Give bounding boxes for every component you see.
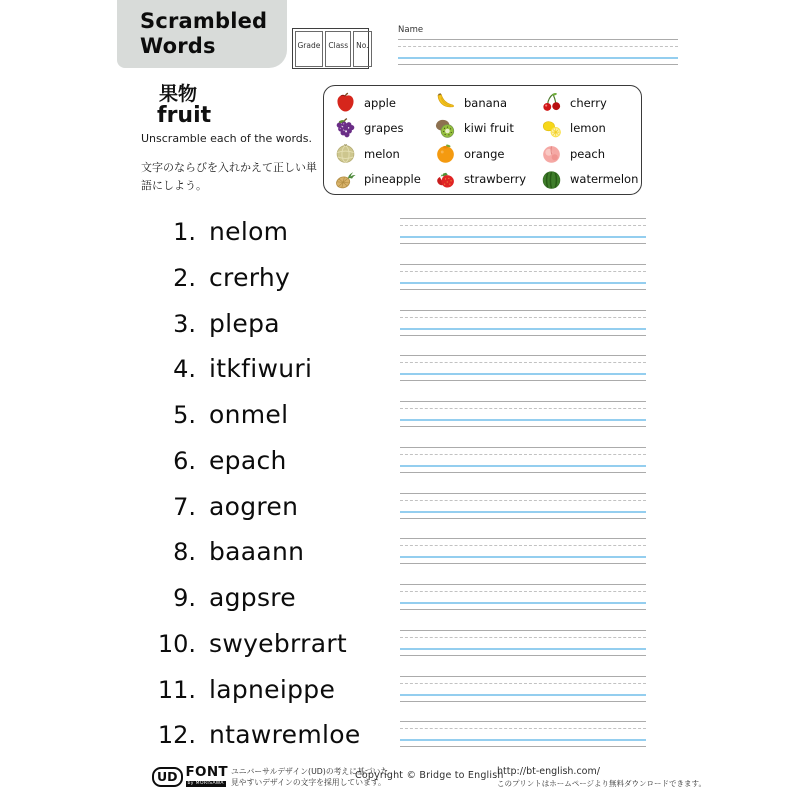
worksheet-title-line2: Words <box>140 34 216 58</box>
guide-top-line <box>400 355 646 356</box>
word-number: 3. <box>173 309 196 338</box>
scrambled-word: crerhy <box>209 263 291 292</box>
word-number: 7. <box>173 492 196 521</box>
peach-icon <box>540 142 563 165</box>
legend-item <box>334 117 434 140</box>
worksheet-title-box <box>117 0 287 68</box>
legend-item <box>540 142 641 165</box>
guide-dashed-line <box>400 362 646 363</box>
guide-baseline-blue <box>400 694 646 696</box>
name-writing-area[interactable] <box>398 39 678 66</box>
word-row <box>150 487 647 526</box>
guide-baseline-blue <box>400 373 646 375</box>
website-info <box>497 765 706 789</box>
website-url: http://bt-english.com/ <box>497 766 600 777</box>
answer-writing-area[interactable] <box>400 493 646 520</box>
class-label: Class <box>328 40 349 50</box>
guide-bottom-line <box>400 609 646 610</box>
answer-writing-area[interactable] <box>400 401 646 428</box>
guide-top-line <box>400 310 646 311</box>
guide-bottom-line <box>400 472 646 473</box>
legend-fruit-label: banana <box>464 95 508 110</box>
class-field[interactable] <box>325 31 351 67</box>
udfont-logo-wordmark: FONT <box>185 764 228 780</box>
guide-top-line <box>400 538 646 539</box>
guide-baseline-blue <box>400 739 646 741</box>
worksheet-title-line1: Scrambled <box>140 9 268 33</box>
guide-bottom-line <box>400 380 646 381</box>
legend-fruit-label: watermelon <box>570 172 639 187</box>
fruit-legend-box <box>323 85 642 195</box>
name-label: Name <box>398 25 424 35</box>
legend-fruit-label: melon <box>364 146 400 161</box>
number-label: No. <box>356 40 369 50</box>
guide-dashed-line <box>400 225 646 226</box>
legend-item <box>434 142 540 165</box>
word-number: 12. <box>157 720 196 749</box>
guide-dashed-line <box>398 46 678 47</box>
word-row <box>150 670 647 709</box>
legend-item <box>434 168 540 191</box>
udfont-logo-byline: by MORISAWA <box>187 780 224 786</box>
name-field-block <box>398 25 678 66</box>
guide-dashed-line <box>400 454 646 455</box>
scrambled-word: lapneippe <box>209 675 336 704</box>
guide-bottom-line <box>400 655 646 656</box>
legend-fruit-label: grapes <box>364 121 404 136</box>
guide-top-line <box>400 401 646 402</box>
guide-dashed-line <box>400 591 646 592</box>
word-row <box>150 395 647 434</box>
guide-top-line <box>398 39 678 40</box>
guide-baseline-blue <box>400 328 646 330</box>
scrambled-word: plepa <box>209 309 280 338</box>
watermelon-icon <box>540 168 563 191</box>
guide-bottom-line <box>400 289 646 290</box>
udfont-logo-badge: UD <box>152 767 183 787</box>
guide-top-line <box>400 218 646 219</box>
legend-item <box>540 168 641 191</box>
copyright-text: Copyright © Bridge to English <box>355 770 504 781</box>
scrambled-word: agpsre <box>209 583 296 612</box>
udfont-description-line1: ユニバーサルデザイン(UD)の考えに基づいた <box>231 767 389 776</box>
guide-bottom-line <box>400 426 646 427</box>
guide-baseline-blue <box>398 57 678 59</box>
guide-baseline-blue <box>400 648 646 650</box>
word-row <box>150 212 647 251</box>
legend-item <box>334 142 434 165</box>
word-number: 1. <box>173 217 196 246</box>
topic-heading-japanese: 果物 <box>159 83 198 105</box>
word-row <box>150 349 647 388</box>
answer-writing-area[interactable] <box>400 264 646 291</box>
legend-fruit-label: cherry <box>570 95 607 110</box>
guide-dashed-line <box>400 408 646 409</box>
guide-dashed-line <box>400 637 646 638</box>
legend-fruit-label: apple <box>364 95 396 110</box>
answer-writing-area[interactable] <box>400 721 646 748</box>
guide-bottom-line <box>400 563 646 564</box>
guide-top-line <box>400 630 646 631</box>
guide-baseline-blue <box>400 236 646 238</box>
legend-item <box>434 117 540 140</box>
guide-bottom-line <box>400 243 646 244</box>
answer-writing-area[interactable] <box>400 218 646 245</box>
word-row <box>150 258 647 297</box>
word-number: 10. <box>157 629 196 658</box>
legend-item <box>334 168 434 191</box>
number-field[interactable] <box>353 31 371 67</box>
strawberry-icon <box>434 168 457 191</box>
grade-label: Grade <box>297 40 321 50</box>
grapes-icon <box>334 117 357 140</box>
guide-dashed-line <box>400 500 646 501</box>
grade-field[interactable] <box>295 31 324 67</box>
word-row <box>150 532 647 571</box>
guide-top-line <box>400 264 646 265</box>
legend-fruit-label: orange <box>464 146 505 161</box>
answer-writing-area[interactable] <box>400 584 646 611</box>
instruction-japanese: 文字のならびを入れかえて正しい単語にしよう。 <box>141 161 317 192</box>
scrambled-word: onmel <box>209 400 289 429</box>
word-row <box>150 624 647 663</box>
guide-dashed-line <box>400 683 646 684</box>
scrambled-word: nelom <box>209 217 289 246</box>
guide-dashed-line <box>400 271 646 272</box>
answer-writing-area[interactable] <box>400 538 646 565</box>
guide-top-line <box>400 493 646 494</box>
cherry-icon <box>540 91 563 114</box>
word-row <box>150 715 647 754</box>
guide-bottom-line <box>400 746 646 747</box>
word-number: 11. <box>157 675 196 704</box>
guide-top-line <box>400 676 646 677</box>
word-number: 9. <box>173 583 196 612</box>
word-row <box>150 441 647 480</box>
fruit-legend-grid <box>334 90 641 192</box>
legend-fruit-label: peach <box>570 146 606 161</box>
kiwi-icon <box>434 117 457 140</box>
scrambled-word: ntawremloe <box>209 720 361 749</box>
scrambled-word: baaann <box>209 537 305 566</box>
word-number: 4. <box>173 354 196 383</box>
legend-fruit-label: lemon <box>570 121 606 136</box>
word-row <box>150 304 647 343</box>
guide-top-line <box>400 584 646 585</box>
guide-baseline-blue <box>400 419 646 421</box>
guide-bottom-line <box>400 701 646 702</box>
instruction-english: Unscramble each of the words. <box>141 132 313 145</box>
download-note: このプリントはホームページより無料ダウンロードできます。 <box>497 779 706 788</box>
answer-writing-area[interactable] <box>400 310 646 337</box>
guide-bottom-line <box>398 64 678 65</box>
legend-fruit-label: kiwi fruit <box>464 121 514 136</box>
legend-item <box>334 91 434 114</box>
legend-fruit-label: strawberry <box>464 172 527 187</box>
guide-baseline-blue <box>400 556 646 558</box>
guide-dashed-line <box>400 545 646 546</box>
guide-baseline-blue <box>400 511 646 513</box>
legend-item <box>434 91 540 114</box>
guide-top-line <box>400 447 646 448</box>
answer-writing-area[interactable] <box>400 676 646 703</box>
word-row <box>150 578 647 617</box>
guide-top-line <box>400 721 646 722</box>
answer-writing-area[interactable] <box>400 447 646 474</box>
legend-fruit-label: pineapple <box>364 172 421 187</box>
legend-item <box>540 117 641 140</box>
word-number: 8. <box>173 537 196 566</box>
guide-baseline-blue <box>400 465 646 467</box>
word-number: 6. <box>173 446 196 475</box>
banana-icon <box>434 91 457 114</box>
answer-writing-area[interactable] <box>400 355 646 382</box>
guide-dashed-line <box>400 728 646 729</box>
scrambled-word: itkfiwuri <box>209 354 313 383</box>
guide-bottom-line <box>400 518 646 519</box>
udfont-logo <box>152 766 228 787</box>
udfont-description-line2: 見やすいデザインの文字を採用しています。 <box>231 778 386 787</box>
answer-writing-area[interactable] <box>400 630 646 657</box>
topic-heading-english: fruit <box>157 103 212 128</box>
scrambled-word: swyebrrart <box>209 629 348 658</box>
orange-icon <box>434 142 457 165</box>
word-number: 5. <box>173 400 196 429</box>
lemon-icon <box>540 117 563 140</box>
guide-baseline-blue <box>400 282 646 284</box>
student-info-table <box>292 28 369 69</box>
scrambled-word: aogren <box>209 492 299 521</box>
apple-icon <box>334 91 357 114</box>
guide-dashed-line <box>400 317 646 318</box>
melon-icon <box>334 142 357 165</box>
pineapple-icon <box>334 168 357 191</box>
legend-item <box>540 91 641 114</box>
word-number: 2. <box>173 263 196 292</box>
scrambled-word: epach <box>209 446 287 475</box>
guide-bottom-line <box>400 335 646 336</box>
guide-baseline-blue <box>400 602 646 604</box>
